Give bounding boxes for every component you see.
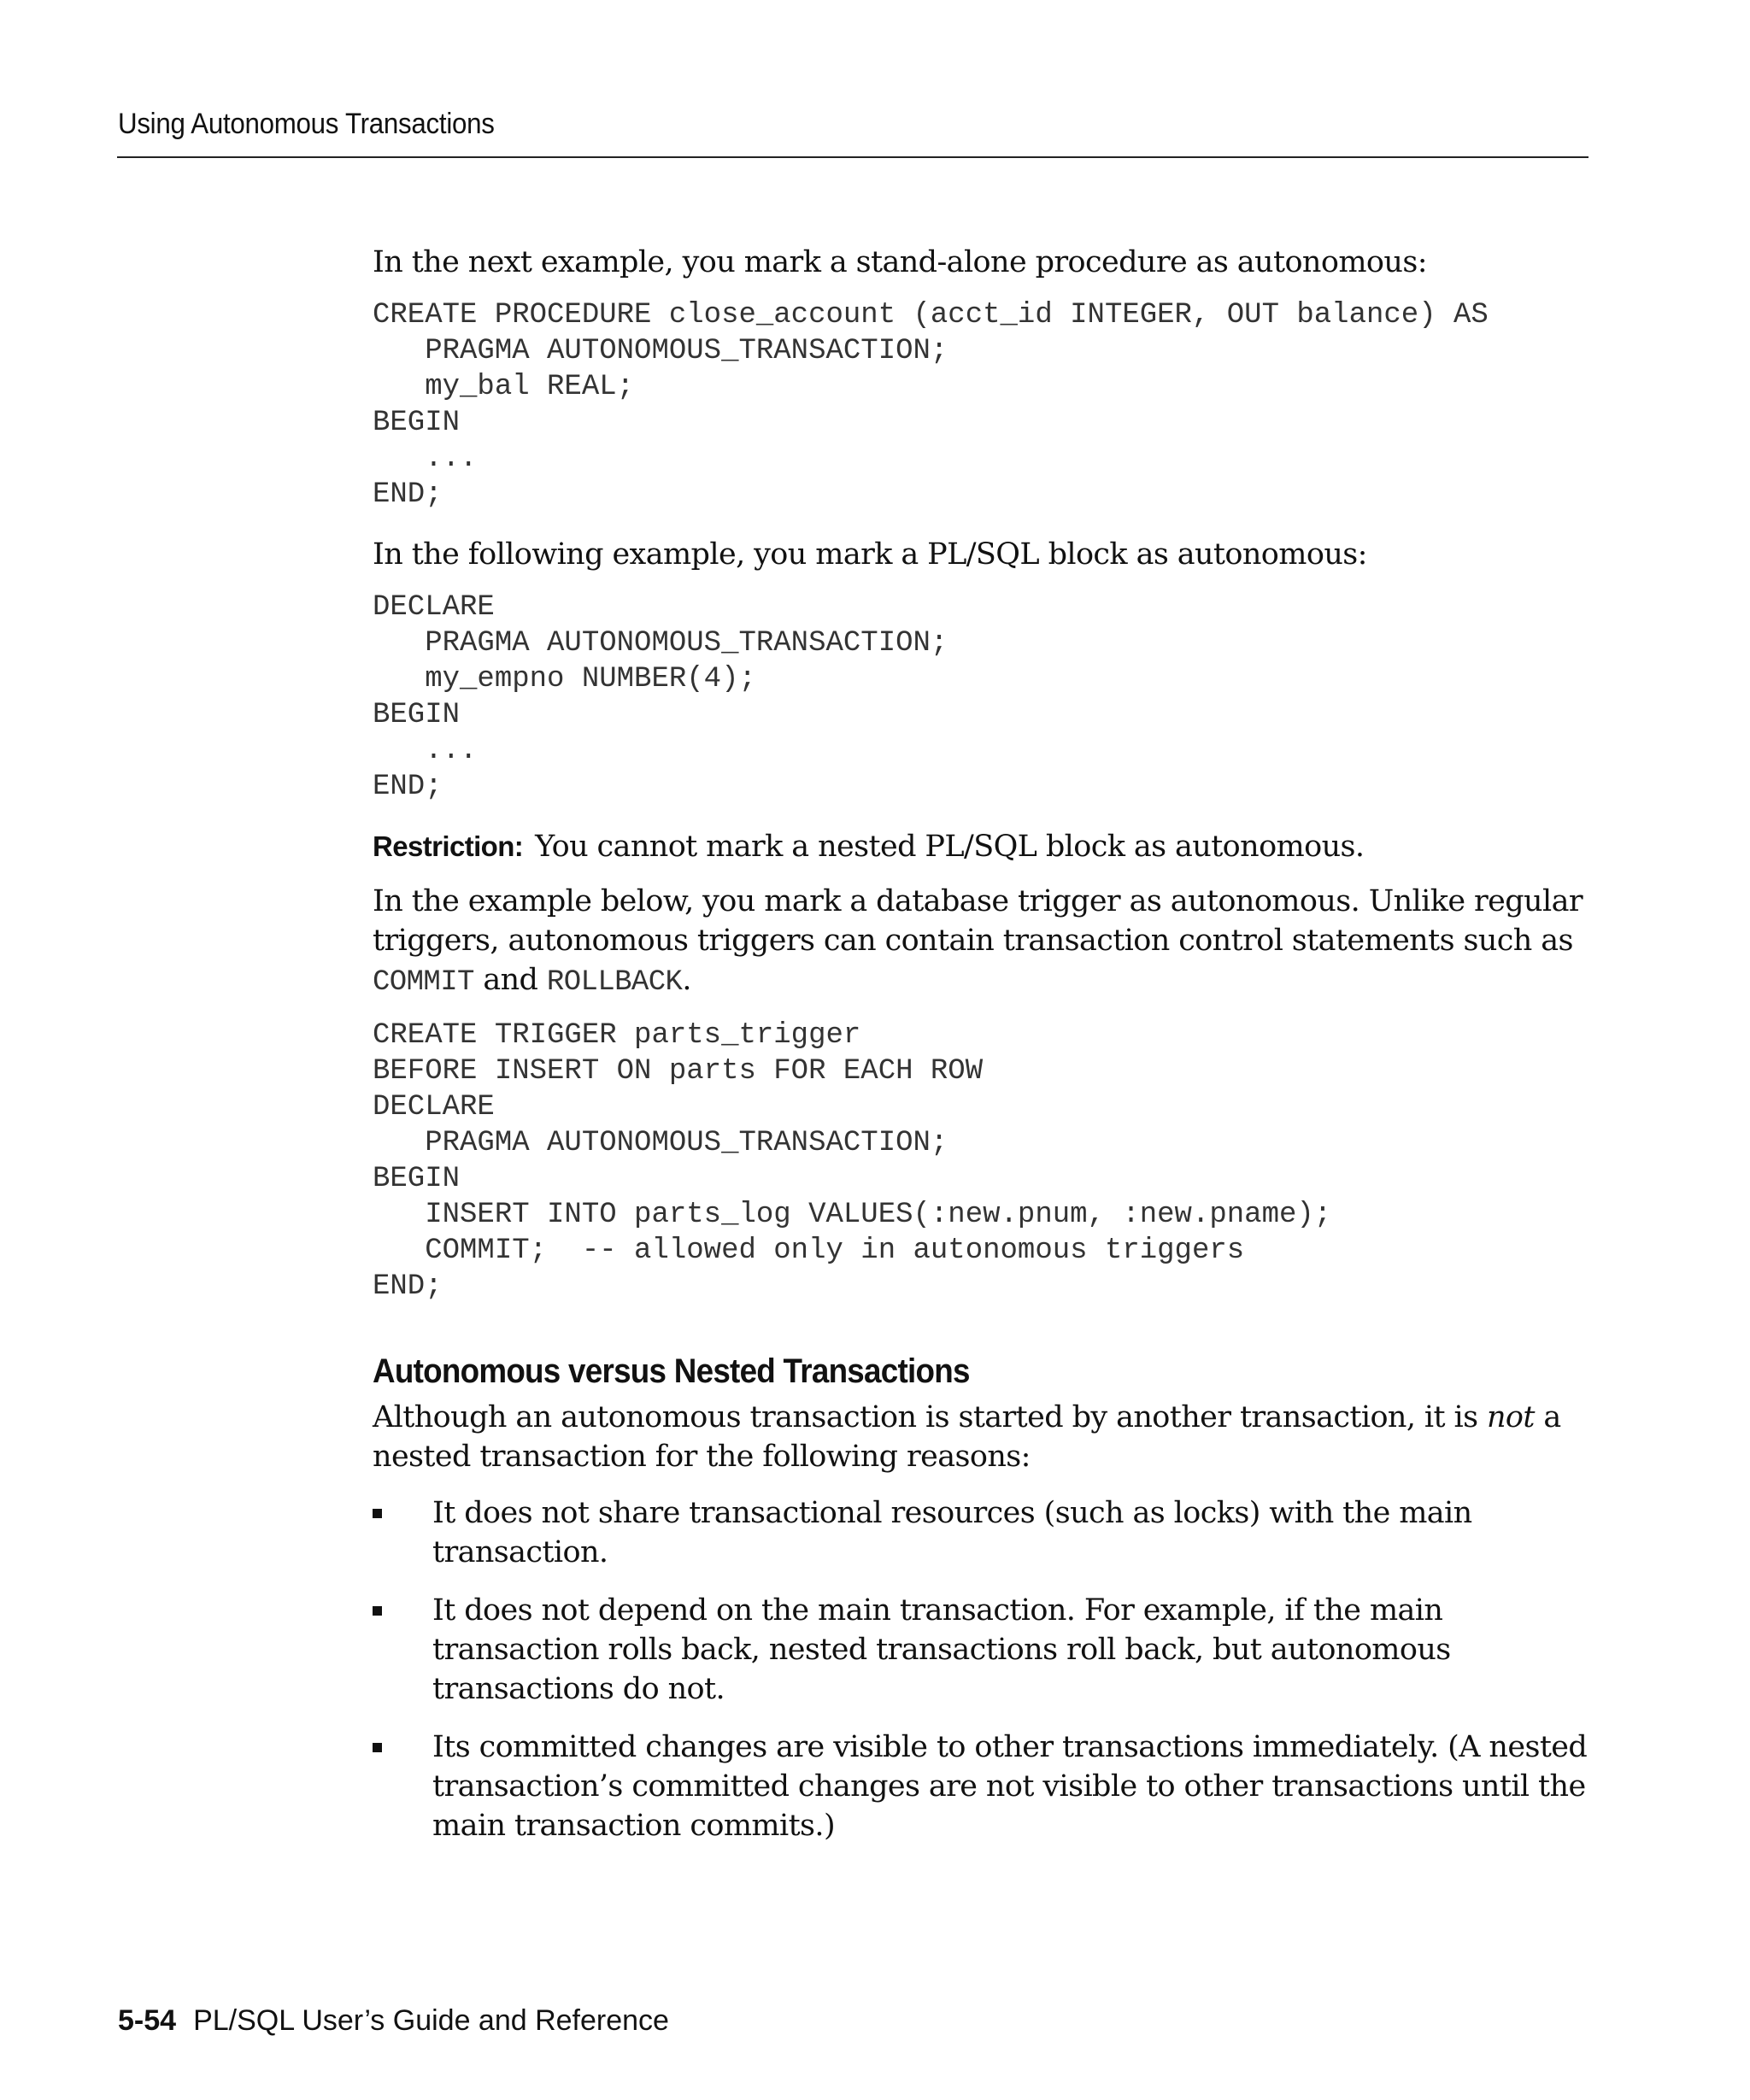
list-item <box>373 1728 1594 1845</box>
section-heading: Autonomous versus Nested Transactions <box>373 1352 970 1390</box>
restriction-note <box>373 827 1594 866</box>
main-content <box>373 243 1594 1864</box>
trigger-intro-text: In the example below, you mark a database trigger as autonomous. Unlike regular triggers, autonomous triggers can contain transaction control statements such as <box>373 884 1583 958</box>
list-item <box>373 1493 1594 1572</box>
book-title: PL/SQL User’s Guide and Reference <box>193 2004 669 2037</box>
trigger-intro-paragraph <box>373 882 1594 1002</box>
square-bullet-icon <box>373 1509 382 1518</box>
trigger-intro-and: and <box>473 963 547 997</box>
restriction-text: You cannot mark a nested PL/SQL block as autonomous. <box>535 830 1365 864</box>
running-header-title: Using Autonomous Transactions <box>118 108 495 140</box>
procedure-intro-paragraph: In the next example, you mark a stand-alone procedure as autonomous: <box>373 245 1427 279</box>
commit-keyword: COMMIT <box>373 966 474 999</box>
page-footer <box>118 2004 669 2038</box>
square-bullet-icon <box>373 1743 382 1752</box>
section-intro-text: Although an autonomous transaction is started by another transaction, it is <box>373 1400 1487 1434</box>
list-item-text: Its committed changes are visible to other transactions immediately. (A nested transaction’s committed changes are not visible to other transactions until the main transaction commits.) <box>432 1730 1588 1843</box>
trigger-intro-period: . <box>682 963 691 997</box>
restriction-label: Restriction: <box>373 830 524 862</box>
section-intro-emphasis: not <box>1486 1400 1535 1434</box>
section-intro-paragraph <box>373 1398 1594 1476</box>
section-intro-text-end: a nested transaction for the following reasons: <box>373 1400 1561 1474</box>
block-code-example: DECLARE PRAGMA AUTONOMOUS_TRANSACTION; my_empno NUMBER(4); BEGIN ... END; <box>373 591 948 803</box>
procedure-code-example: CREATE PROCEDURE close_account (acct_id INTEGER, OUT balance) AS PRAGMA AUTONOMOUS_TRANSACTION; my_bal REAL; BEGIN ... END; <box>373 299 1489 511</box>
list-item-text: It does not share transactional resources (such as locks) with the main transaction. <box>432 1496 1472 1569</box>
header-divider <box>117 156 1589 158</box>
block-intro-paragraph: In the following example, you mark a PL/SQL block as autonomous: <box>373 537 1367 572</box>
list-item <box>373 1591 1594 1709</box>
page-number: 5-54 <box>118 2004 177 2037</box>
rollback-keyword: ROLLBACK <box>546 966 683 999</box>
list-item-text: It does not depend on the main transaction. For example, if the main transaction rolls back, nested transactions roll back, but autonomous transactions do not. <box>432 1593 1451 1706</box>
square-bullet-icon <box>373 1606 382 1616</box>
trigger-code-example: CREATE TRIGGER parts_trigger BEFORE INSERT ON parts FOR EACH ROW DECLARE PRAGMA AUTONOMOUS_TRANSACTION; BEGIN INSERT INTO parts_log VALUES(:new.pnum, :new.pname); COMMIT; -- allowed only in autonomous triggers END; <box>373 1019 1332 1303</box>
reasons-list <box>373 1493 1594 1845</box>
